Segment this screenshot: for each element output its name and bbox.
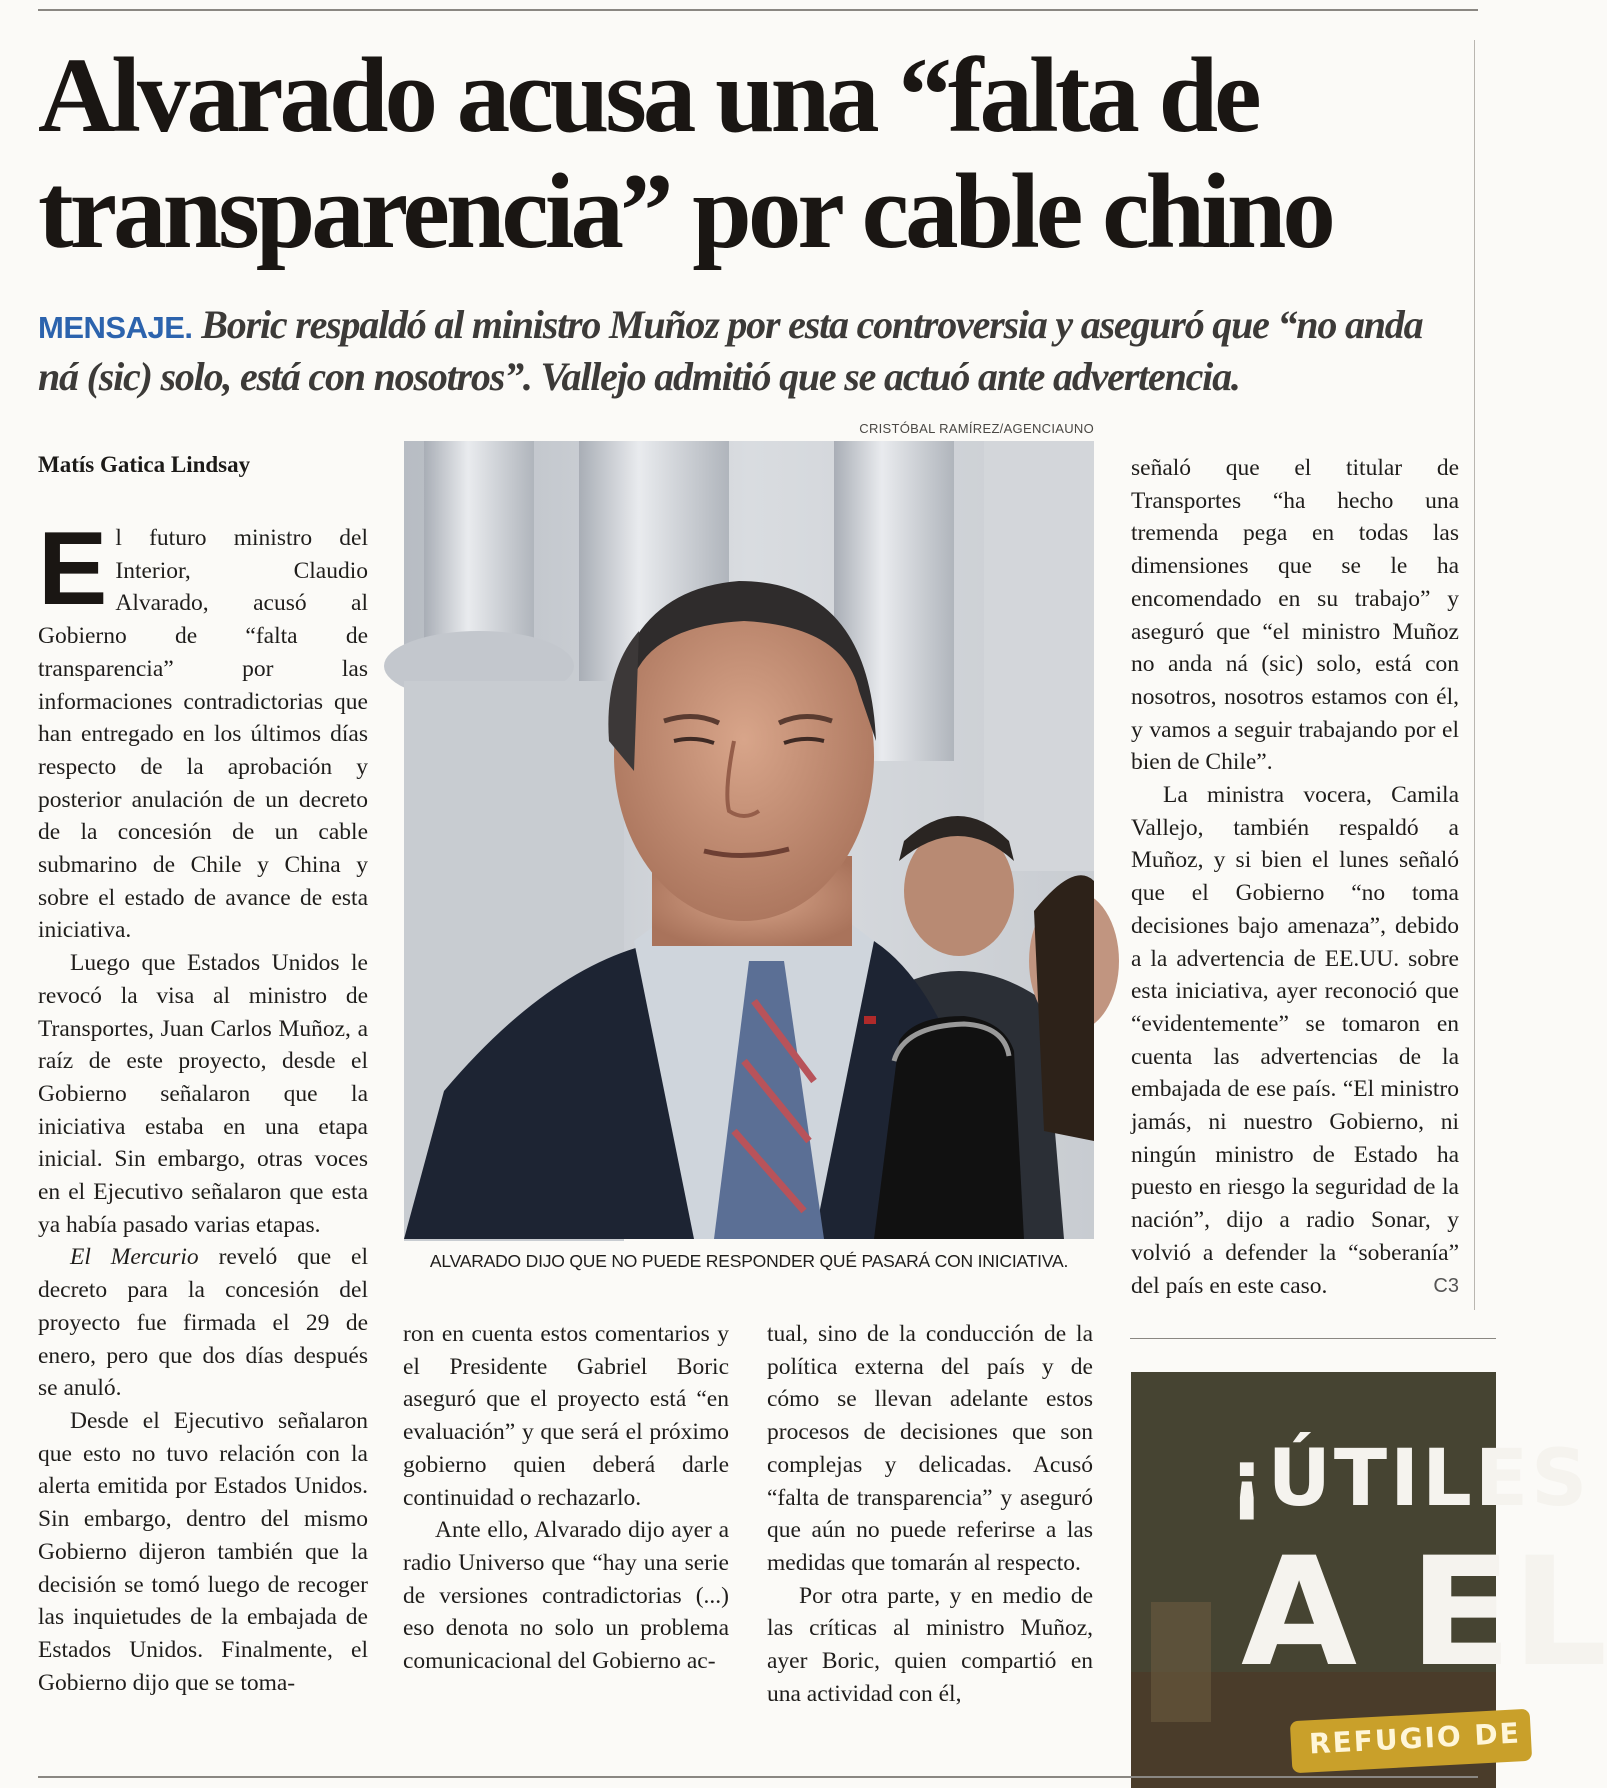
- dek: [38, 300, 1458, 401]
- paragraph: Ante ello, Alvarado dijo ayer a radio Universo que “hay una serie de versiones contradictorias (...) eso denota no solo un problema comunicacional del Gobierno ac-: [403, 1517, 729, 1675]
- kicker: MENSAJE.: [38, 310, 193, 345]
- photo-credit: CRISTÓBAL RAMÍREZ/AGENCIAUNO: [859, 421, 1094, 436]
- ad-divider: [1130, 1338, 1496, 1339]
- article-column-4: [1131, 452, 1459, 1302]
- paragraph: señaló que el titular de Transportes “ha hecho una tremenda pega en todas las dimensiones que se le ha encomendado en su trabajo” y aseguró que “el ministro Muñoz no anda ná (sic) solo, está con nosotros, nosotros estamos con él, y vamos a seguir trabajando por el bien de Chile”.: [1131, 455, 1459, 776]
- photo-caption: ALVARADO DIJO QUE NO PUEDE RESPONDER QUÉ PASARÁ CON INICIATIVA.: [429, 1251, 1069, 1271]
- photo-illustration: [404, 441, 1094, 1239]
- article-column-3: [767, 1318, 1093, 1710]
- dek-text: Boric respaldó al ministro Muñoz por esta controversia y aseguró que “no anda ná (sic) solo, está con nosotros”. Vallejo admitió que se actuó ante advertencia.: [38, 302, 1423, 399]
- article-column-1: [38, 511, 368, 1699]
- paragraph: Luego que Estados Unidos le revocó la visa al ministro de Transportes, Juan Carlos Muñoz, a raíz de este proyecto, desde el Gobierno señalaron que la iniciativa estaba en una etapa inicial. Sin embargo, otras voces en el Ejecutivo señalaron que esta ya había pasado varias etapas.: [38, 950, 368, 1238]
- ad-headline: ¡ÚTILES: [1229, 1434, 1591, 1524]
- ad-badge-text: REFUGIO DE: [1308, 1716, 1522, 1761]
- paragraph: Desde el Ejecutivo señalaron que esto no tuvo relación con la alerta emitida por Estados Unidos. Sin embargo, dentro del mismo Gobierno dijeron también que la decisión se tomó luego de recoger las inquietudes de la embajada de Estados Unidos. Finalmente, el Gobierno dijo que se toma-: [38, 1407, 368, 1696]
- article-photo: [404, 441, 1094, 1239]
- column-divider: [1474, 40, 1475, 1310]
- paragraph: El Mercurio reveló que el decreto para la concesión del proyecto fue firmada el 29 de enero, pero que dos días después se anuló.: [38, 1244, 368, 1402]
- paragraph: La ministra vocera, Camila Vallejo, también respaldó a Muñoz, y si bien el lunes señaló que el Gobierno “no toma decisiones bajo amenaza”, debido a la advertencia de EE.UU. sobre esta iniciativa, ayer reconoció que “evidentemente” se tomaron en cuenta las advertencias de la embajada de ese país. “El ministro jamás, ni nuestro Gobierno, ni ningún ministro de Estado ha puesto en riesgo la seguridad de la nación”, dijo a radio Sonar, y volvió a defender la “soberanía” del país en este caso. C3: [1131, 779, 1459, 1302]
- top-rule: [38, 9, 1478, 11]
- article-column-2: [403, 1318, 729, 1678]
- drop-cap: E: [38, 511, 108, 627]
- bottom-rule: [38, 1776, 1478, 1778]
- paragraph: Por otra parte, y en medio de las críticas al ministro Muñoz, ayer Boric, quien compartió en una actividad con él,: [767, 1582, 1093, 1707]
- publication-name: El Mercurio: [70, 1244, 199, 1271]
- end-mark-icon: C3: [1433, 1274, 1459, 1297]
- headline: Alvarado acusa una “falta de transparencia” por cable chino: [38, 37, 1332, 271]
- paragraph: tual, sino de la conducción de la política externa del país y de cómo se llevan adelante estos procesos de decisiones que son complejas y delicadas. Acusó “falta de transparencia” y aseguró que aún no puede referirse a las medidas que tomarán al respecto.: [767, 1321, 1093, 1576]
- ad-subheadline: A EL: [1241, 1526, 1607, 1700]
- paragraph: El futuro ministro del Interior, Claudio Alvarado, acusó al Gobierno de “falta de transparencia” por las informaciones contradictorias que han entregado en los últimos días respecto de la aprobación y posterior anulación de un decreto de la concesión de un cable submarino de Chile y China y sobre el estado de avance de esta iniciativa.: [38, 511, 368, 944]
- byline: Matís Gatica Lindsay: [38, 452, 251, 477]
- paragraph: ron en cuenta estos comentarios y el Presidente Gabriel Boric aseguró que el proyecto está “en evaluación” y que será el próximo gobierno quien deberá darle continuidad o rechazarlo.: [403, 1321, 729, 1511]
- advertisement[interactable]: [1131, 1372, 1607, 1788]
